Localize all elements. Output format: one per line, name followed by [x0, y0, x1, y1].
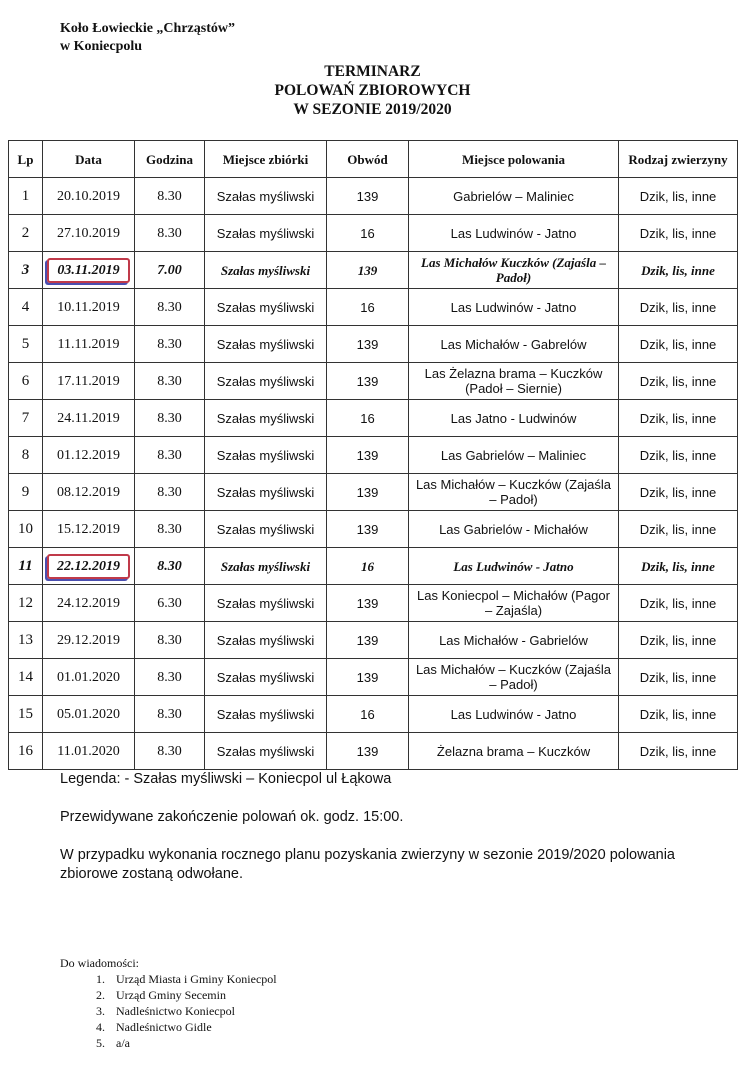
hunting-place-cell: Las Koniecpol – Michałów (Pagor – Zajaśla) [409, 585, 619, 622]
hour-cell: 8.30 [135, 326, 205, 363]
row-number: 6 [9, 363, 43, 400]
game-cell: Dzik, lis, inne [619, 474, 738, 511]
hour-cell: 8.30 [135, 548, 205, 585]
title-line-3: W SEZONIE 2019/2020 [293, 101, 452, 118]
district-cell: 16 [327, 400, 409, 437]
game-cell: Dzik, lis, inne [619, 326, 738, 363]
district-cell: 139 [327, 511, 409, 548]
district-cell: 139 [327, 437, 409, 474]
hunting-place-cell: Las Ludwinów - Jatno [409, 548, 619, 585]
row-number: 15 [9, 696, 43, 733]
date-cell [43, 548, 135, 585]
circled-date: 03.11.2019 [47, 258, 129, 283]
gathering-place-cell: Szałas myśliwski [205, 400, 327, 437]
date-cell: 29.12.2019 [43, 622, 135, 659]
hunting-place-cell: Gabrielów – Maliniec [409, 178, 619, 215]
district-cell: 139 [327, 659, 409, 696]
row-number: 4 [9, 289, 43, 326]
table-row [9, 178, 738, 215]
table-header-row [9, 141, 738, 178]
hour-cell: 8.30 [135, 622, 205, 659]
table-row [9, 585, 738, 622]
row-number: 7 [9, 400, 43, 437]
table-row [9, 622, 738, 659]
hunting-place-cell: Las Ludwinów - Jatno [409, 215, 619, 252]
gathering-place-cell: Szałas myśliwski [205, 289, 327, 326]
hour-cell: 8.30 [135, 289, 205, 326]
row-number: 14 [9, 659, 43, 696]
legend-note: Legenda: - Szałas myśliwski – Koniecpol ul Łąkowa [60, 771, 392, 787]
hunting-place-cell: Żelazna brama – Kuczków [409, 733, 619, 770]
hour-cell: 8.30 [135, 511, 205, 548]
gathering-place-cell: Szałas myśliwski [205, 437, 327, 474]
gathering-place-cell: Szałas myśliwski [205, 622, 327, 659]
hour-cell: 8.30 [135, 659, 205, 696]
date-cell: 01.12.2019 [43, 437, 135, 474]
table-row [9, 215, 738, 252]
hunting-place-cell: Las Jatno - Ludwinów [409, 400, 619, 437]
date-cell: 11.11.2019 [43, 326, 135, 363]
gathering-place-cell: Szałas myśliwski [205, 326, 327, 363]
game-cell: Dzik, lis, inne [619, 659, 738, 696]
schedule-table [8, 140, 738, 770]
col-header-date: Data [43, 141, 135, 178]
date-cell: 27.10.2019 [43, 215, 135, 252]
game-cell: Dzik, lis, inne [619, 252, 738, 289]
gathering-place-cell: Szałas myśliwski [205, 252, 327, 289]
game-cell: Dzik, lis, inne [619, 178, 738, 215]
game-cell: Dzik, lis, inne [619, 548, 738, 585]
distribution-item: 4. Nadleśnictwo Gidle [108, 1019, 277, 1035]
gathering-place-cell: Szałas myśliwski [205, 696, 327, 733]
game-cell: Dzik, lis, inne [619, 733, 738, 770]
cancellation-note: W przypadku wykonania rocznego planu pozyskania zwierzyny w sezonie 2019/2020 polowania zbiorowe zostaną odwołane. [60, 847, 675, 882]
district-cell: 16 [327, 548, 409, 585]
gathering-place-cell: Szałas myśliwski [205, 363, 327, 400]
notes-section [60, 770, 720, 903]
district-cell: 139 [327, 252, 409, 289]
hunting-place-cell: Las Michałów - Gabrelów [409, 326, 619, 363]
distribution-list [60, 955, 277, 1051]
date-cell: 20.10.2019 [43, 178, 135, 215]
row-number: 11 [9, 548, 43, 585]
distribution-items [60, 971, 277, 1051]
game-cell: Dzik, lis, inne [619, 622, 738, 659]
col-header-gathering-place: Miejsce zbiórki [205, 141, 327, 178]
circled-date: 22.12.2019 [47, 554, 130, 579]
table-row [9, 474, 738, 511]
table-row [9, 548, 738, 585]
row-number: 10 [9, 511, 43, 548]
distribution-heading: Do wiadomości: [60, 956, 139, 970]
organization-name [60, 20, 235, 56]
row-number: 9 [9, 474, 43, 511]
hour-cell: 8.30 [135, 400, 205, 437]
district-cell: 139 [327, 363, 409, 400]
hour-cell: 8.30 [135, 215, 205, 252]
distribution-item: 2. Urząd Gminy Secemin [108, 987, 277, 1003]
game-cell: Dzik, lis, inne [619, 289, 738, 326]
hour-cell: 6.30 [135, 585, 205, 622]
row-number: 1 [9, 178, 43, 215]
gathering-place-cell: Szałas myśliwski [205, 215, 327, 252]
col-header-game: Rodzaj zwierzyny [619, 141, 738, 178]
table-row [9, 696, 738, 733]
document-title [0, 62, 745, 119]
gathering-place-cell: Szałas myśliwski [205, 178, 327, 215]
gathering-place-cell: Szałas myśliwski [205, 733, 327, 770]
district-cell: 139 [327, 733, 409, 770]
date-cell: 01.01.2020 [43, 659, 135, 696]
gathering-place-cell: Szałas myśliwski [205, 585, 327, 622]
game-cell: Dzik, lis, inne [619, 437, 738, 474]
date-cell [43, 252, 135, 289]
hunting-place-cell: Las Michałów Kuczków (Zajaśla – Padoł) [409, 252, 619, 289]
game-cell: Dzik, lis, inne [619, 400, 738, 437]
district-cell: 16 [327, 215, 409, 252]
game-cell: Dzik, lis, inne [619, 585, 738, 622]
district-cell: 139 [327, 622, 409, 659]
distribution-item: 3. Nadleśnictwo Koniecpol [108, 1003, 277, 1019]
col-header-hunting-place: Miejsce polowania [409, 141, 619, 178]
distribution-item: 5. a/a [108, 1035, 277, 1051]
row-number: 13 [9, 622, 43, 659]
hour-cell: 8.30 [135, 474, 205, 511]
table-row [9, 733, 738, 770]
hunting-place-cell: Las Żelazna brama – Kuczków (Padoł – Siernie) [409, 363, 619, 400]
row-number: 12 [9, 585, 43, 622]
hour-cell: 7.00 [135, 252, 205, 289]
table-row [9, 363, 738, 400]
table-row [9, 252, 738, 289]
date-cell: 15.12.2019 [43, 511, 135, 548]
date-cell: 17.11.2019 [43, 363, 135, 400]
district-cell: 16 [327, 289, 409, 326]
game-cell: Dzik, lis, inne [619, 511, 738, 548]
hour-cell: 8.30 [135, 178, 205, 215]
col-header-district: Obwód [327, 141, 409, 178]
table-row [9, 659, 738, 696]
row-number: 16 [9, 733, 43, 770]
table-row [9, 326, 738, 363]
hunting-place-cell: Las Michałów – Kuczków (Zajaśla – Padoł) [409, 474, 619, 511]
gathering-place-cell: Szałas myśliwski [205, 474, 327, 511]
title-line-2: POLOWAŃ ZBIOROWYCH [274, 82, 471, 99]
district-cell: 139 [327, 474, 409, 511]
org-line-1: Koło Łowieckie „Chrząstów” [60, 21, 235, 36]
district-cell: 16 [327, 696, 409, 733]
end-time-note: Przewidywane zakończenie polowań ok. godz. 15:00. [60, 809, 404, 825]
table-row [9, 400, 738, 437]
district-cell: 139 [327, 585, 409, 622]
hunting-place-cell: Las Gabrielów – Maliniec [409, 437, 619, 474]
date-cell: 08.12.2019 [43, 474, 135, 511]
org-line-2: w Koniecpolu [60, 39, 143, 54]
table-row [9, 511, 738, 548]
col-header-lp: Lp [9, 141, 43, 178]
hour-cell: 8.30 [135, 363, 205, 400]
district-cell: 139 [327, 178, 409, 215]
date-cell: 24.12.2019 [43, 585, 135, 622]
title-line-1: TERMINARZ [324, 63, 421, 80]
row-number: 2 [9, 215, 43, 252]
game-cell: Dzik, lis, inne [619, 363, 738, 400]
row-number: 3 [9, 252, 43, 289]
gathering-place-cell: Szałas myśliwski [205, 511, 327, 548]
hunting-place-cell: Las Michałów – Kuczków (Zajaśla – Padoł) [409, 659, 619, 696]
hunting-place-cell: Las Ludwinów - Jatno [409, 289, 619, 326]
gathering-place-cell: Szałas myśliwski [205, 548, 327, 585]
row-number: 5 [9, 326, 43, 363]
date-cell: 11.01.2020 [43, 733, 135, 770]
row-number: 8 [9, 437, 43, 474]
hunting-place-cell: Las Michałów - Gabrielów [409, 622, 619, 659]
game-cell: Dzik, lis, inne [619, 215, 738, 252]
hour-cell: 8.30 [135, 733, 205, 770]
col-header-hour: Godzina [135, 141, 205, 178]
date-cell: 05.01.2020 [43, 696, 135, 733]
date-cell: 10.11.2019 [43, 289, 135, 326]
game-cell: Dzik, lis, inne [619, 696, 738, 733]
table-row [9, 437, 738, 474]
table-row [9, 289, 738, 326]
district-cell: 139 [327, 326, 409, 363]
date-cell: 24.11.2019 [43, 400, 135, 437]
gathering-place-cell: Szałas myśliwski [205, 659, 327, 696]
distribution-item: 1. Urząd Miasta i Gminy Koniecpol [108, 971, 277, 987]
hour-cell: 8.30 [135, 696, 205, 733]
hunting-place-cell: Las Ludwinów - Jatno [409, 696, 619, 733]
hour-cell: 8.30 [135, 437, 205, 474]
hunting-place-cell: Las Gabrielów - Michałów [409, 511, 619, 548]
